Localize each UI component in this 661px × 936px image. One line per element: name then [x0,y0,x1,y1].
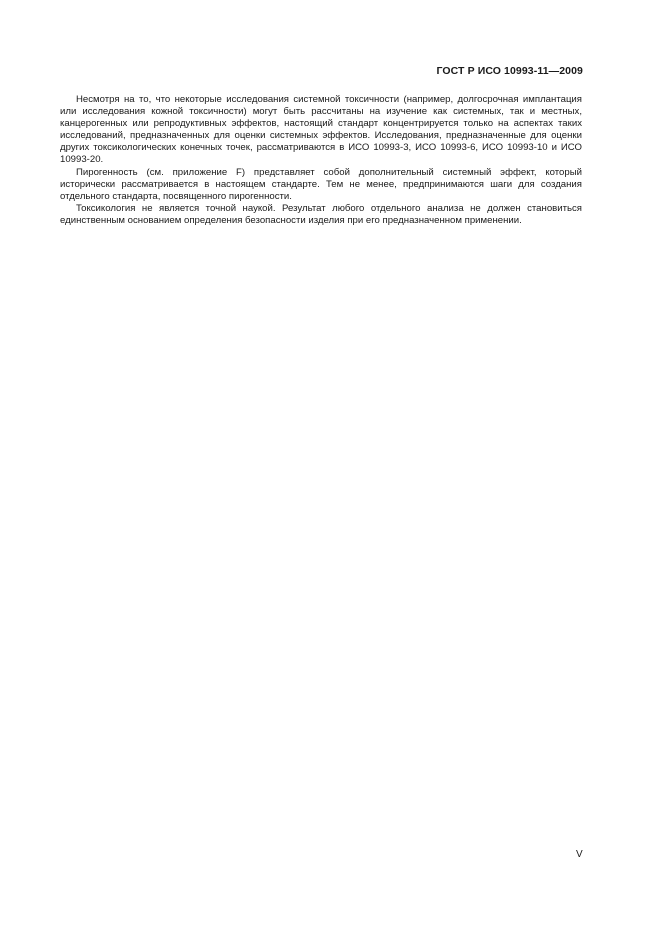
paragraph-pyrogenicity: Пирогенность (см. приложение F) представляет собой дополнительный системный эффект, который исторически рассматривается в настоящем стандарте. Тем не менее, предпринимаются шаги для создания отдельного стандарта, посвященного пирогенности. [60,166,582,202]
paragraph-systemic-toxicity-scope: Несмотря на то, что некоторые исследования системной токсичности (например, долгосрочная имплантация или исследования кожной токсичности) могут быть рассчитаны на изучение как системных, так и местных, канцерогенных или репродуктивных эффектов, настоящий стандарт концентрируется только на аспектах таких исследований, предназначенных для оценки системных эффектов. Исследования, предназначенные для оценки других токсикологических конечных точек, рассматриваются в ИСО 10993-3, ИСО 10993-6, ИСО 10993-10 и ИСО 10993-20. [60,94,582,166]
page-number: V [576,849,583,860]
standard-code-header: ГОСТ Р ИСО 10993-11—2009 [436,65,583,77]
paragraph-toxicology-not-exact: Токсикология не является точной наукой. Результат любого отдельного анализа не должен становиться единственным основанием определения безопасности изделия при его предназначенном применении. [60,202,582,226]
body-text [60,94,582,227]
